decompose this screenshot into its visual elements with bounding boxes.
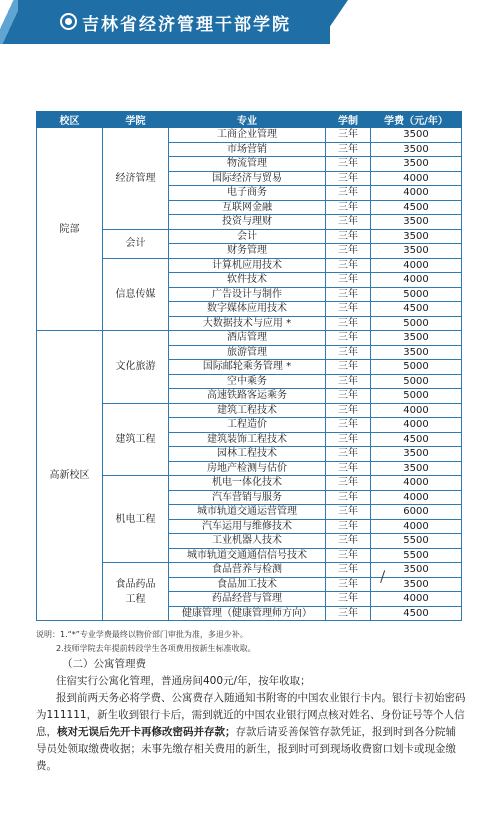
major-cell: 食品加工技术	[169, 577, 326, 592]
fee-cell: 5500	[371, 534, 462, 549]
fee-cell: 5000	[371, 389, 462, 404]
header-fee: 学费（元/年）	[371, 112, 462, 128]
major-cell: 数字媒体应用技术	[169, 302, 326, 317]
header-college: 学院	[103, 112, 169, 128]
section-title: （二）公寓管理费	[62, 658, 146, 670]
fee-cell: 3500	[371, 331, 462, 346]
campus-cell: 院部	[37, 128, 103, 331]
years-cell: 三年	[326, 244, 371, 259]
fee-cell: 3500	[371, 461, 462, 476]
fee-cell: 4500	[371, 200, 462, 215]
years-cell: 三年	[326, 302, 371, 317]
fee-cell: 4000	[371, 403, 462, 418]
years-cell: 三年	[326, 461, 371, 476]
years-cell: 三年	[326, 418, 371, 433]
campus-cell: 高新校区	[37, 331, 103, 621]
fee-cell: 3500	[371, 157, 462, 172]
years-cell: 三年	[326, 157, 371, 172]
years-cell: 三年	[326, 331, 371, 346]
fee-cell: 3500	[371, 345, 462, 360]
years-cell: 三年	[326, 186, 371, 201]
fee-cell: 3500	[371, 577, 462, 592]
fee-cell: 3500	[371, 563, 462, 578]
fee-cell: 4000	[371, 476, 462, 491]
major-cell: 机电一体化技术	[169, 476, 326, 491]
major-cell: 旅游管理	[169, 345, 326, 360]
fee-cell: 3500	[371, 128, 462, 143]
table-row	[37, 128, 462, 143]
table-row	[37, 331, 462, 346]
college-cell: 文化旅游	[103, 331, 169, 404]
years-cell: 三年	[326, 215, 371, 230]
fee-cell: 4000	[371, 186, 462, 201]
fee-cell: 4000	[371, 592, 462, 607]
years-cell: 三年	[326, 432, 371, 447]
major-cell: 计算机应用技术	[169, 258, 326, 273]
major-cell: 园林工程技术	[169, 447, 326, 462]
major-cell: 工商企业管理	[169, 128, 326, 143]
section-paragraph-1: 住宿实行公寓化管理，普通房间400元/年，按年收取；	[56, 675, 311, 687]
years-cell: 三年	[326, 316, 371, 331]
major-cell: 药品经营与管理	[169, 592, 326, 607]
major-cell: 软件技术	[169, 273, 326, 288]
years-cell: 三年	[326, 229, 371, 244]
fee-cell: 5000	[371, 374, 462, 389]
major-cell: 国际经济与贸易	[169, 171, 326, 186]
header-stripe	[0, 0, 18, 44]
paragraph-text-end: 存款后请妥善保管存款凭证，报到时到各分院辅导员处领取缴费收据；未事先缴存相关费用的新生，报到时可到现场收费窗口划卡或现金缴费。	[36, 726, 456, 772]
major-cell: 互联网金融	[169, 200, 326, 215]
major-cell: 空中乘务	[169, 374, 326, 389]
college-cell: 经济管理	[103, 128, 169, 230]
college-cell: 建筑工程	[103, 403, 169, 476]
header-campus: 校区	[37, 112, 103, 128]
years-cell: 三年	[326, 200, 371, 215]
years-cell: 三年	[326, 476, 371, 491]
fee-cell: 3500	[371, 142, 462, 157]
notes	[36, 628, 466, 656]
years-cell: 三年	[326, 403, 371, 418]
fee-cell: 4500	[371, 432, 462, 447]
years-cell: 三年	[326, 258, 371, 273]
years-cell: 三年	[326, 505, 371, 520]
fee-cell: 4000	[371, 258, 462, 273]
tuition-table	[36, 111, 462, 621]
fee-cell: 4500	[371, 302, 462, 317]
header-tail	[318, 0, 348, 44]
years-cell: 三年	[326, 287, 371, 302]
fee-cell: 5000	[371, 316, 462, 331]
fee-cell: 4000	[371, 171, 462, 186]
major-cell: 汽车营销与服务	[169, 490, 326, 505]
major-cell: 工程造价	[169, 418, 326, 433]
years-cell: 三年	[326, 389, 371, 404]
fee-cell: 5000	[371, 360, 462, 375]
table-header-row	[37, 112, 462, 128]
years-cell: 三年	[326, 374, 371, 389]
major-cell: 高速铁路客运乘务	[169, 389, 326, 404]
years-cell: 三年	[326, 171, 371, 186]
major-cell: 建筑工程技术	[169, 403, 326, 418]
years-cell: 三年	[326, 142, 371, 157]
school-name: 吉林省经济管理干部学院	[82, 15, 291, 35]
years-cell: 三年	[326, 577, 371, 592]
paragraph-text: 报到前两天务必将学费、公寓费存入随通知书附寄的中国农业银行卡内。银行卡初始密码为111111，新生收到银行卡后，需到就近的中国农业银行网点核对姓名、身份证号等个人信息，	[36, 692, 466, 738]
major-cell: 健康管理（健康管理师方向）	[169, 606, 326, 621]
major-cell: 酒店管理	[169, 331, 326, 346]
years-cell: 三年	[326, 519, 371, 534]
fee-cell: 4000	[371, 418, 462, 433]
fee-cell: 4000	[371, 273, 462, 288]
header-years: 学制	[326, 112, 371, 128]
college-cell: 食品药品 工程	[103, 563, 169, 621]
years-cell: 三年	[326, 606, 371, 621]
college-cell: 机电工程	[103, 476, 169, 563]
major-cell: 城市轨道交通通信信号技术	[169, 548, 326, 563]
major-cell: 城市轨道交通运营管理	[169, 505, 326, 520]
major-cell: 市场营销	[169, 142, 326, 157]
years-cell: 三年	[326, 592, 371, 607]
fee-cell: 4500	[371, 606, 462, 621]
major-cell: 大数据技术与应用 *	[169, 316, 326, 331]
major-cell: 建筑装饰工程技术	[169, 432, 326, 447]
major-cell: 广告设计与制作	[169, 287, 326, 302]
header-major: 专业	[169, 112, 326, 128]
fee-cell: 3500	[371, 447, 462, 462]
major-cell: 工业机器人技术	[169, 534, 326, 549]
school-logo-icon	[60, 13, 77, 30]
years-cell: 三年	[326, 534, 371, 549]
years-cell: 三年	[326, 563, 371, 578]
fee-cell: 3500	[371, 244, 462, 259]
major-cell: 房地产检测与估价	[169, 461, 326, 476]
table-body	[37, 128, 462, 621]
fee-cell: 4000	[371, 519, 462, 534]
college-cell: 信息传媒	[103, 258, 169, 331]
major-cell: 财务管理	[169, 244, 326, 259]
fee-cell: 5500	[371, 548, 462, 563]
note-1: 说明：1.“*”专业学费最终以物价部门审批为准，多退少补。	[36, 630, 248, 639]
years-cell: 三年	[326, 273, 371, 288]
college-cell: 会计	[103, 229, 169, 258]
header-band	[0, 0, 493, 50]
major-cell: 食品营养与检测	[169, 563, 326, 578]
fee-cell: 3500	[371, 229, 462, 244]
fee-cell: 5000	[371, 287, 462, 302]
note-2: 2.技师学院去年提前转段学生各项费用按新生标准收取。	[56, 644, 256, 653]
fee-cell: 6000	[371, 505, 462, 520]
years-cell: 三年	[326, 490, 371, 505]
paragraph-bold-text: 核对无误后先开卡再修改密码并存款；	[57, 726, 236, 738]
major-cell: 投资与理财	[169, 215, 326, 230]
years-cell: 三年	[326, 447, 371, 462]
years-cell: 三年	[326, 128, 371, 143]
section-paragraph-2	[36, 690, 466, 775]
fee-cell: 4000	[371, 490, 462, 505]
years-cell: 三年	[326, 548, 371, 563]
major-cell: 会计	[169, 229, 326, 244]
years-cell: 三年	[326, 345, 371, 360]
years-cell: 三年	[326, 360, 371, 375]
fee-cell: 3500	[371, 215, 462, 230]
major-cell: 国际邮轮乘务管理 *	[169, 360, 326, 375]
major-cell: 电子商务	[169, 186, 326, 201]
major-cell: 物流管理	[169, 157, 326, 172]
major-cell: 汽车运用与维修技术	[169, 519, 326, 534]
